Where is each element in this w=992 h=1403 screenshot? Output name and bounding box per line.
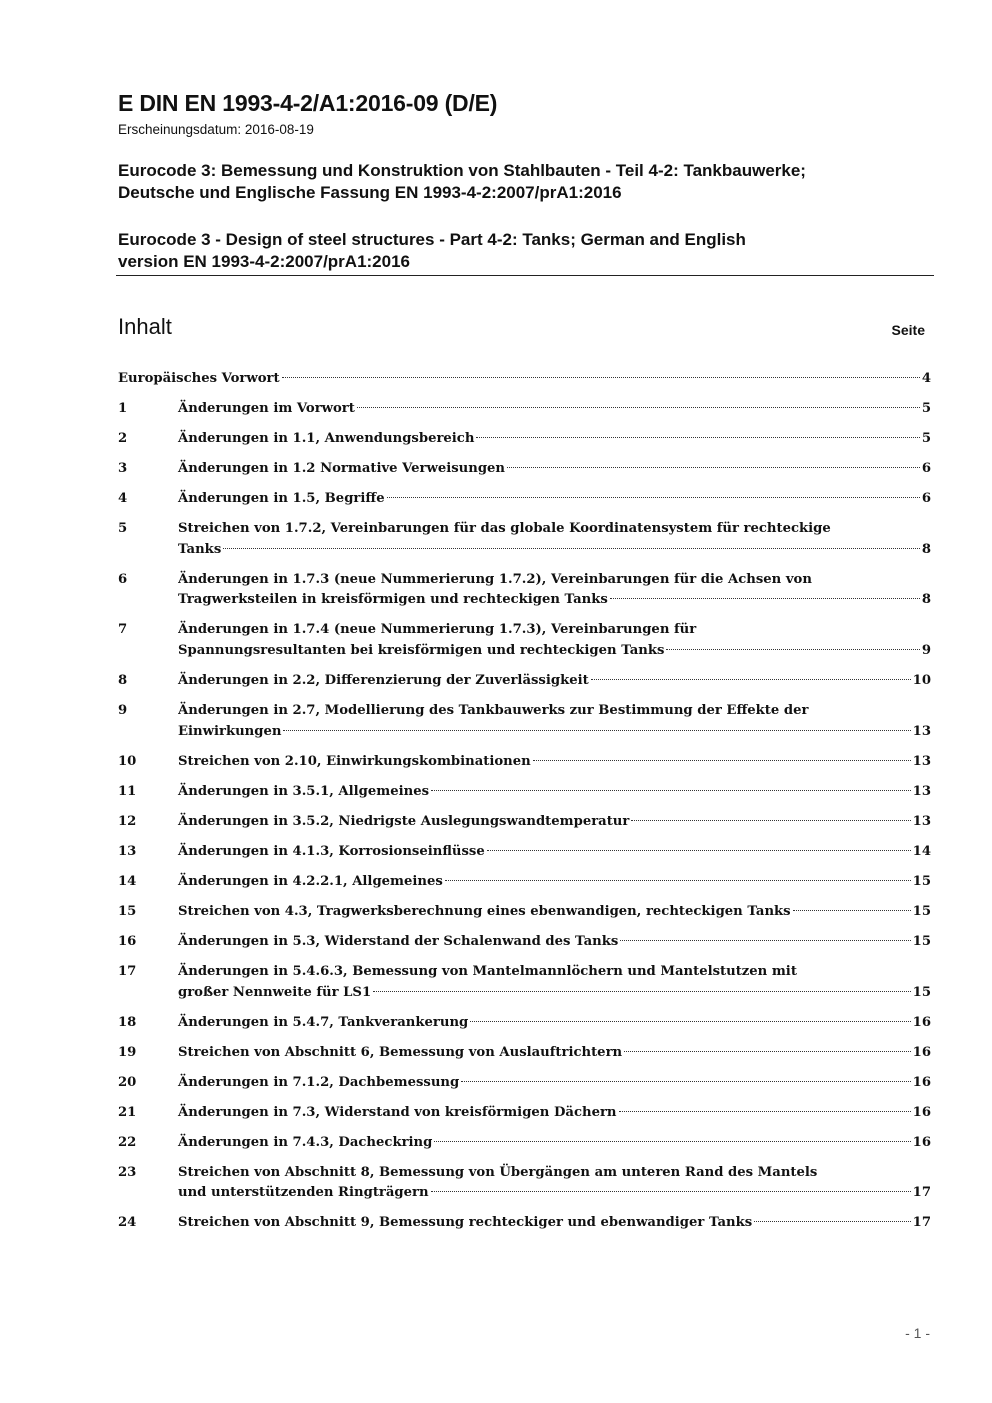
page-number: - 1 - bbox=[905, 1325, 930, 1341]
toc-entry-lastline bbox=[178, 459, 931, 480]
toc-entry-lastline bbox=[178, 489, 931, 510]
toc-entry-lastline bbox=[178, 752, 931, 773]
toc-entry-body bbox=[178, 399, 931, 420]
toc-entry-text: Änderungen in 7.4.3, Dacheckring bbox=[178, 1134, 433, 1150]
header-divider bbox=[116, 275, 934, 276]
toc-entry-page: 14 bbox=[912, 843, 931, 859]
toc-entry-body bbox=[118, 369, 931, 390]
toc-entry[interactable] bbox=[118, 519, 931, 560]
toc-entry-page: 16 bbox=[912, 1104, 931, 1120]
toc-entry[interactable] bbox=[118, 399, 931, 420]
toc-entry-lastline bbox=[178, 722, 931, 743]
toc-entry-lastline bbox=[178, 540, 931, 561]
toc-entry-lastline bbox=[178, 1043, 931, 1064]
toc-entry-page: 15 bbox=[912, 984, 931, 1000]
toc-entry-page: 16 bbox=[912, 1044, 931, 1060]
toc-entry[interactable] bbox=[118, 782, 931, 803]
toc-entry-text: Streichen von Abschnitt 6, Bemessung von Auslauftrichtern bbox=[178, 1044, 623, 1060]
toc-entry-number: 16 bbox=[118, 933, 137, 949]
toc-entry-body bbox=[178, 842, 931, 863]
toc-entry-text: Änderungen in 3.5.2, Niedrigste Auslegungswandtemperatur bbox=[178, 813, 630, 829]
toc-entry-text: Änderungen in 2.7, Modellierung des Tankbauwerks zur Bestimmung der Effekte der bbox=[178, 703, 809, 719]
toc-entry[interactable] bbox=[118, 872, 931, 893]
toc-entry-page: 8 bbox=[921, 592, 931, 608]
toc-entry-body bbox=[178, 671, 931, 692]
toc-entry[interactable] bbox=[118, 701, 931, 742]
toc-entry-body bbox=[178, 1213, 931, 1234]
toc-entry-number: 14 bbox=[118, 873, 137, 889]
toc-entry-text: Änderungen in 5.4.7, Tankverankerung bbox=[178, 1014, 469, 1030]
toc-entry-number: 3 bbox=[118, 461, 128, 476]
toc-dot-leader bbox=[434, 1141, 910, 1142]
toc-entry-body bbox=[178, 519, 931, 560]
title-german-line-2: Deutsche und Englische Fassung EN 1993-4-2:2007/prA1:2016 bbox=[118, 183, 622, 202]
toc-dot-leader bbox=[620, 940, 910, 941]
toc-dot-leader bbox=[533, 760, 911, 761]
toc-entry[interactable] bbox=[118, 1163, 931, 1204]
toc-entry[interactable] bbox=[118, 902, 931, 923]
toc-entry[interactable] bbox=[118, 369, 931, 390]
toc-entry-body bbox=[178, 812, 931, 833]
toc-entry-number: 7 bbox=[118, 622, 128, 638]
toc-entry-text: Einwirkungen bbox=[178, 723, 282, 739]
toc-entry-text: Streichen von Abschnitt 8, Bemessung von Übergängen am unteren Rand des Mantels bbox=[178, 1164, 818, 1180]
toc-entry-lastline bbox=[178, 1183, 931, 1204]
toc-entry[interactable] bbox=[118, 1213, 931, 1234]
toc-entry-text: Änderungen in 5.3, Widerstand der Schalenwand des Tanks bbox=[178, 933, 619, 949]
toc-entry-number: 22 bbox=[118, 1134, 137, 1150]
toc-entry[interactable] bbox=[118, 962, 931, 1003]
toc-entry-body bbox=[178, 489, 931, 510]
toc-entry-text: Änderungen in 1.1, Anwendungsbereich bbox=[178, 431, 475, 446]
toc-dot-leader bbox=[357, 407, 920, 408]
toc-entry-lastline bbox=[118, 369, 931, 390]
toc-entry[interactable] bbox=[118, 429, 931, 450]
toc-entry-body bbox=[178, 701, 931, 742]
toc-entry-body bbox=[178, 962, 931, 1003]
toc-entry-number: 23 bbox=[118, 1164, 137, 1180]
toc-entry-number: 24 bbox=[118, 1215, 137, 1231]
toc-entry-text: Änderungen in 1.7.3 (neue Nummerierung 1.7.2), Vereinbarungen für die Achsen von bbox=[178, 571, 812, 587]
toc-entry-lastline bbox=[178, 399, 931, 420]
toc-entry-number: 12 bbox=[118, 813, 137, 829]
toc-heading: Inhalt bbox=[118, 314, 172, 339]
toc-entry-body bbox=[178, 570, 931, 611]
toc-entry-page: 9 bbox=[921, 643, 931, 659]
toc-entry-number: 11 bbox=[118, 783, 137, 799]
toc-entry-page: 13 bbox=[912, 753, 931, 769]
toc-entry-lastline bbox=[178, 590, 931, 611]
toc-entry[interactable] bbox=[118, 1103, 931, 1124]
toc-entry-text: großer Nennweite für LS1 bbox=[178, 984, 372, 1000]
toc-entry-text: Europäisches Vorwort bbox=[118, 371, 280, 386]
toc-entry[interactable] bbox=[118, 1073, 931, 1094]
toc-entry-lastline bbox=[178, 1213, 931, 1234]
toc-dot-leader bbox=[445, 880, 911, 881]
toc-entry-lastline bbox=[178, 429, 931, 450]
toc-entry-page: 5 bbox=[921, 431, 931, 446]
toc-entry-number: 9 bbox=[118, 703, 128, 719]
toc-entry-page: 16 bbox=[912, 1134, 931, 1150]
toc-entry-text: Änderungen in 4.2.2.1, Allgemeines bbox=[178, 873, 443, 889]
toc-entry[interactable] bbox=[118, 570, 931, 611]
toc-entry-number: 1 bbox=[118, 401, 128, 416]
toc-entry-number: 20 bbox=[118, 1074, 137, 1090]
toc-dot-leader bbox=[282, 377, 920, 378]
toc-entry-body bbox=[178, 782, 931, 803]
toc-entry[interactable] bbox=[118, 1043, 931, 1064]
toc-dot-leader bbox=[387, 497, 920, 498]
toc-entry-number: 8 bbox=[118, 673, 128, 689]
toc-entry-text: Streichen von 1.7.2, Vereinbarungen für das globale Koordinatensystem für rechteckige bbox=[178, 521, 831, 536]
toc-entry[interactable] bbox=[118, 620, 931, 661]
toc-entry-number: 13 bbox=[118, 843, 137, 859]
toc-entry[interactable] bbox=[118, 812, 931, 833]
toc-entry-lastline bbox=[178, 1103, 931, 1124]
title-german-line-1: Eurocode 3: Bemessung und Konstruktion von Stahlbauten - Teil 4-2: Tankbauwerke; bbox=[118, 161, 806, 180]
toc-entry-page: 15 bbox=[912, 903, 931, 919]
toc-entry-number: 17 bbox=[118, 963, 137, 979]
toc-entry-text: Änderungen in 3.5.1, Allgemeines bbox=[178, 783, 430, 799]
toc-entry-body bbox=[178, 872, 931, 893]
toc-entry-page: 4 bbox=[921, 371, 931, 386]
title-english bbox=[118, 229, 938, 273]
toc-dot-leader bbox=[461, 1081, 910, 1082]
toc-entry[interactable] bbox=[118, 489, 931, 510]
toc-entry-lastline bbox=[178, 983, 931, 1004]
table-of-contents bbox=[118, 369, 931, 1243]
toc-entry-text: Änderungen in 5.4.6.3, Bemessung von Mantelmannlöchern und Mantelstutzen mit bbox=[178, 963, 797, 979]
toc-entry-lastline bbox=[178, 641, 931, 662]
toc-entry-text: Tragwerksteilen in kreisförmigen und rechteckigen Tanks bbox=[178, 592, 608, 608]
toc-entry-body bbox=[178, 1133, 931, 1154]
document-title: E DIN EN 1993-4-2/A1:2016-09 (D/E) bbox=[118, 90, 498, 116]
toc-dot-leader bbox=[793, 910, 911, 911]
toc-dot-leader bbox=[431, 790, 911, 791]
toc-entry-text: Änderungen in 7.3, Widerstand von kreisförmigen Dächern bbox=[178, 1104, 617, 1120]
toc-entry-text: Änderungen in 1.2 Normative Verweisungen bbox=[178, 461, 506, 476]
toc-entry[interactable] bbox=[118, 1013, 931, 1034]
toc-entry-text: Streichen von Abschnitt 9, Bemessung rechteckiger und ebenwandiger Tanks bbox=[178, 1215, 753, 1231]
toc-entry-body bbox=[178, 1043, 931, 1064]
toc-entry-page: 16 bbox=[912, 1074, 931, 1090]
toc-entry-lastline bbox=[178, 842, 931, 863]
toc-entry-lastline bbox=[178, 1133, 931, 1154]
toc-entry-number: 4 bbox=[118, 491, 128, 506]
toc-entry-body bbox=[178, 932, 931, 953]
toc-dot-leader bbox=[223, 548, 920, 549]
toc-dot-leader bbox=[487, 850, 911, 851]
toc-entry-page: 6 bbox=[921, 461, 931, 476]
toc-entry[interactable] bbox=[118, 932, 931, 953]
toc-dot-leader bbox=[631, 820, 910, 821]
toc-entry-page: 17 bbox=[912, 1185, 931, 1201]
toc-entry-text: Änderungen in 4.1.3, Korrosionseinflüsse bbox=[178, 843, 485, 859]
toc-entry-text: Streichen von 2.10, Einwirkungskombinationen bbox=[178, 753, 531, 769]
toc-entry-number: 19 bbox=[118, 1044, 137, 1060]
toc-entry-number: 21 bbox=[118, 1104, 137, 1120]
toc-entry[interactable] bbox=[118, 842, 931, 863]
title-english-line-1: Eurocode 3 - Design of steel structures - Part 4-2: Tanks; German and English bbox=[118, 230, 746, 249]
toc-dot-leader bbox=[283, 730, 910, 731]
toc-entry-page: 10 bbox=[912, 673, 931, 689]
title-german bbox=[118, 160, 938, 204]
toc-entry-text: Änderungen in 7.1.2, Dachbemessung bbox=[178, 1074, 460, 1090]
toc-entry-number: 6 bbox=[118, 571, 128, 587]
toc-entry-body bbox=[178, 620, 931, 661]
toc-entry-body bbox=[178, 459, 931, 480]
toc-entry-number: 5 bbox=[118, 521, 128, 536]
toc-entry-lastline bbox=[178, 932, 931, 953]
toc-entry-number: 15 bbox=[118, 903, 137, 919]
toc-entry-page: 6 bbox=[921, 491, 931, 506]
toc-entry-body bbox=[178, 752, 931, 773]
toc-entry-text: Änderungen in 2.2, Differenzierung der Zuverlässigkeit bbox=[178, 673, 589, 689]
toc-entry-body bbox=[178, 902, 931, 923]
toc-entry-page: 8 bbox=[921, 541, 931, 557]
toc-dot-leader bbox=[373, 991, 911, 992]
toc-dot-leader bbox=[610, 598, 920, 599]
toc-entry-lastline bbox=[178, 872, 931, 893]
publication-date: Erscheinungsdatum: 2016-08-19 bbox=[118, 122, 314, 137]
toc-entry-page: 15 bbox=[912, 933, 931, 949]
toc-entry-number: 18 bbox=[118, 1014, 137, 1030]
toc-entry-text: Streichen von 4.3, Tragwerksberechnung eines ebenwandigen, rechteckigen Tanks bbox=[178, 903, 791, 919]
toc-dot-leader bbox=[619, 1111, 911, 1112]
toc-entry[interactable] bbox=[118, 459, 931, 480]
toc-dot-leader bbox=[476, 437, 919, 438]
toc-dot-leader bbox=[754, 1221, 910, 1222]
toc-entry-text: Änderungen im Vorwort bbox=[178, 401, 355, 416]
toc-entry-body bbox=[178, 429, 931, 450]
toc-entry-text: und unterstützenden Ringträgern bbox=[178, 1185, 429, 1201]
toc-entry-lastline bbox=[178, 902, 931, 923]
toc-entry[interactable] bbox=[118, 671, 931, 692]
toc-entry-body bbox=[178, 1103, 931, 1124]
toc-entry-body bbox=[178, 1013, 931, 1034]
toc-entry-text: Spannungsresultanten bei kreisförmigen und rechteckigen Tanks bbox=[178, 643, 665, 659]
title-english-line-2: version EN 1993-4-2:2007/prA1:2016 bbox=[118, 252, 410, 271]
toc-entry-number: 10 bbox=[118, 753, 137, 769]
toc-entry-body bbox=[178, 1163, 931, 1204]
toc-dot-leader bbox=[470, 1021, 910, 1022]
toc-entry-number: 2 bbox=[118, 431, 128, 446]
toc-entry-page: 17 bbox=[912, 1215, 931, 1231]
toc-entry-lastline bbox=[178, 812, 931, 833]
toc-entry-text: Änderungen in 1.5, Begriffe bbox=[178, 491, 385, 506]
toc-entry-page: 16 bbox=[912, 1014, 931, 1030]
toc-entry-text: Tanks bbox=[178, 541, 222, 557]
toc-dot-leader bbox=[666, 649, 919, 650]
toc-entry[interactable] bbox=[118, 752, 931, 773]
toc-entry-page: 13 bbox=[912, 783, 931, 799]
toc-dot-leader bbox=[624, 1051, 911, 1052]
toc-page-label: Seite bbox=[891, 322, 925, 338]
toc-entry-body bbox=[178, 1073, 931, 1094]
toc-dot-leader bbox=[507, 467, 920, 468]
toc-entry-lastline bbox=[178, 1013, 931, 1034]
toc-dot-leader bbox=[431, 1191, 911, 1192]
toc-entry[interactable] bbox=[118, 1133, 931, 1154]
toc-entry-lastline bbox=[178, 671, 931, 692]
toc-entry-lastline bbox=[178, 1073, 931, 1094]
toc-entry-page: 13 bbox=[912, 813, 931, 829]
toc-dot-leader bbox=[591, 679, 911, 680]
toc-entry-page: 15 bbox=[912, 873, 931, 889]
toc-entry-lastline bbox=[178, 782, 931, 803]
toc-entry-page: 5 bbox=[921, 401, 931, 416]
toc-entry-page: 13 bbox=[912, 723, 931, 739]
toc-entry-text: Änderungen in 1.7.4 (neue Nummerierung 1.7.3), Vereinbarungen für bbox=[178, 622, 697, 638]
